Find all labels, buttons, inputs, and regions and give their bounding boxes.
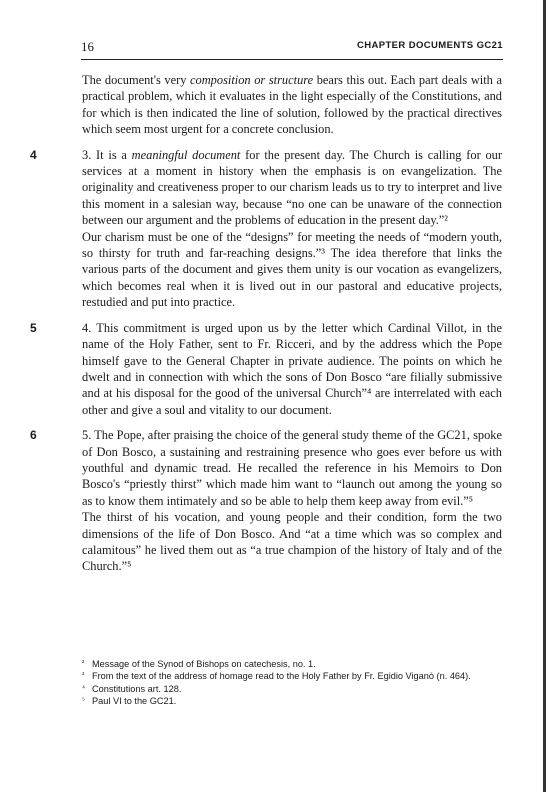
running-title: CHAPTER DOCUMENTS GC21 bbox=[356, 40, 503, 51]
footnote-mark: ⁵ bbox=[82, 697, 85, 705]
margin-paragraph-number: 5 bbox=[30, 320, 37, 335]
footnote bbox=[82, 683, 502, 695]
footnote-text: From the text of the address of homage read to the Holy Father by Fr. Egidio Viganò (n. 464). bbox=[92, 671, 471, 682]
emphasis-text: composition or structure bbox=[190, 73, 314, 87]
paragraph-text bbox=[82, 147, 502, 229]
text-run: 3. It is a bbox=[82, 147, 132, 162]
paragraph bbox=[82, 72, 502, 138]
paragraph-text bbox=[82, 72, 502, 138]
footnote bbox=[82, 670, 502, 682]
margin-paragraph-number: 6 bbox=[30, 428, 37, 443]
text-run: for the present day. The Church is calling for our services at a moment in history when the emphasis is on evangelization. The originality and creativeness proper to our charism leads us to try to interpret and live this moment in a salesian way, because “no one can be unaware of the connection between our argument and the problems of education in the present day.”² bbox=[82, 147, 502, 228]
text-run: 4. This commitment is urged upon us by the letter which Cardinal Villot, in the name of the Holy Father, sent to Fr. Ricceri, and by the address which the Pope himself gave to the General Chapter in private audience. The points on which he dwelt and in connection with which the sons of Don Bosco “are filially submissive and at his disposal for the good of the universal Church”⁴ are interrelated with each other and give a soul and vitality to our document. bbox=[82, 320, 502, 417]
running-header bbox=[81, 39, 503, 60]
text-run: bears this out. Each part deals with a practical problem, which it evaluates in the light especially of the Constitutions, and for which is then indicated the line of solution, followed by the practical directives which seem most urgent for a concrete conclusion. bbox=[82, 73, 502, 137]
footnote bbox=[82, 695, 502, 707]
paragraph-continuation: The thirst of his vocation, and young people and their condition, form the two dimensions of the life of Don Bosco. And “at a time which was so complex and calamitous” he lived them out as “a true champion of the history of Italy and of the Church.”⁵ bbox=[82, 510, 502, 574]
emphasis-text: meaningful document bbox=[131, 147, 241, 162]
paragraph-text bbox=[82, 427, 502, 509]
page-number: 16 bbox=[81, 39, 94, 54]
text-run: 5. The Pope, after praising the choice of the general study theme of the GC21, spoke of Don Bosco, a sustaining and restraining presence who goes ever before us with youthful and dynamic tread. He recalled the reference in his Memoirs to Don Bosco's “priestly thirst” which made him want to “launch out among the young so as to know them intimately and so be able to help them keep away from evil.”⁵ bbox=[82, 428, 502, 508]
paragraph bbox=[30, 427, 502, 575]
footnote-text: Paul VI to the GC21. bbox=[92, 696, 177, 707]
paragraph bbox=[30, 147, 502, 311]
margin-paragraph-number: 4 bbox=[30, 147, 37, 162]
footnote-mark: ² bbox=[82, 660, 85, 667]
document-body bbox=[30, 72, 502, 584]
paragraph-text bbox=[82, 320, 502, 418]
paragraph-continuation: Our charism must be one of the “designs” for meeting the needs of “modern youth, so thirsty for truth and far-reaching designs.”³ The idea therefore that links the various parts of the document and gives them unity is our vocation as evangelizers, which becomes real when it is lived out in our pastoral and educative projects, restudied and put into practice. bbox=[82, 229, 502, 310]
footnote-text: Constitutions art. 128. bbox=[92, 683, 182, 694]
footnote bbox=[82, 658, 502, 670]
footnote-text: Message of the Synod of Bishops on catechesis, no. 1. bbox=[92, 659, 316, 669]
paragraph bbox=[30, 320, 502, 418]
footnotes bbox=[82, 658, 502, 708]
text-run: The document's very bbox=[82, 73, 191, 87]
footnote-mark: ⁴ bbox=[82, 684, 86, 692]
footnote-mark: ³ bbox=[82, 672, 85, 680]
